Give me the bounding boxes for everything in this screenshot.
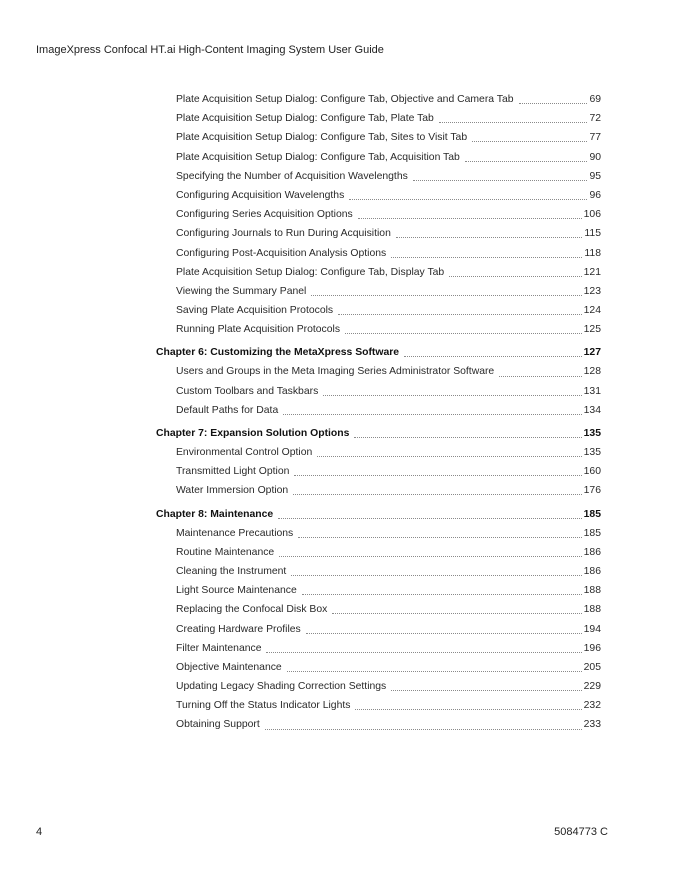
- toc-entry-label: Replacing the Confocal Disk Box: [176, 604, 328, 616]
- toc-dot-leader: [323, 395, 581, 396]
- toc-dot-leader: [345, 333, 582, 334]
- toc-dot-leader: [449, 276, 581, 277]
- toc-entry-label: Water Immersion Option: [176, 485, 289, 497]
- toc-entry-label: Transmitted Light Option: [176, 466, 290, 478]
- toc-dot-leader: [283, 414, 581, 415]
- toc-entry-page: 96: [589, 189, 601, 201]
- toc-dot-leader: [355, 709, 581, 710]
- toc-section-entry[interactable]: [156, 263, 601, 282]
- toc-entry-page: 232: [583, 700, 601, 712]
- toc-chapter-entry[interactable]: [156, 343, 601, 362]
- toc-entry-page: 186: [583, 565, 601, 577]
- toc-entry-label: Plate Acquisition Setup Dialog: Configure Tab, Display Tab: [176, 266, 445, 278]
- toc-dot-leader: [404, 356, 582, 357]
- toc-dot-leader: [349, 199, 587, 200]
- toc-section-entry[interactable]: [156, 401, 601, 420]
- toc-section-entry[interactable]: [156, 186, 601, 205]
- toc-section-entry[interactable]: [156, 244, 601, 263]
- toc-dot-leader: [396, 237, 583, 238]
- toc-section-entry[interactable]: [156, 282, 601, 301]
- toc-section-entry[interactable]: [156, 481, 601, 500]
- toc-entry-label: Light Source Maintenance: [176, 585, 297, 597]
- toc-section-entry[interactable]: [156, 382, 601, 401]
- toc-entry-page: 127: [583, 347, 601, 359]
- toc-entry-label: Objective Maintenance: [176, 661, 282, 673]
- toc-entry-label: Environmental Control Option: [176, 447, 313, 458]
- toc-dot-leader: [278, 518, 581, 519]
- toc-entry-label: Plate Acquisition Setup Dialog: Configure Tab, Plate Tab: [176, 113, 434, 125]
- toc-entry-label: Viewing the Summary Panel: [176, 285, 307, 297]
- toc-entry-label: Chapter 7: Expansion Solution Options: [156, 428, 350, 439]
- toc-dot-leader: [265, 729, 582, 730]
- toc-entry-page: 135: [583, 428, 601, 439]
- toc-dot-leader: [294, 475, 581, 476]
- toc-entry-label: Configuring Journals to Run During Acquisition: [176, 228, 391, 240]
- toc-dot-leader: [291, 575, 581, 576]
- toc-entry-page: 160: [583, 466, 601, 478]
- toc-entry-page: 128: [583, 366, 601, 378]
- toc-dot-leader: [472, 141, 587, 142]
- toc-entry-label: Obtaining Support: [176, 719, 260, 731]
- toc-entry-page: 188: [583, 585, 601, 597]
- toc-dot-leader: [519, 103, 588, 104]
- toc-section-entry[interactable]: [156, 543, 601, 562]
- toc-chapter-entry[interactable]: [156, 424, 601, 443]
- toc-section-entry[interactable]: [156, 109, 601, 128]
- toc-dot-leader: [465, 161, 588, 162]
- toc-dot-leader: [279, 556, 581, 557]
- toc-entry-page: 194: [583, 623, 601, 635]
- toc-section-entry[interactable]: [156, 320, 601, 339]
- toc-dot-leader: [391, 257, 582, 258]
- toc-section-entry[interactable]: [156, 462, 601, 481]
- toc-entry-page: 196: [583, 642, 601, 654]
- toc-entry-page: 233: [583, 719, 601, 731]
- toc-section-entry[interactable]: [156, 224, 601, 243]
- toc-entry-page: 118: [584, 247, 601, 259]
- toc-dot-leader: [332, 613, 581, 614]
- toc-entry-label: Updating Legacy Shading Correction Settings: [176, 681, 387, 693]
- toc-dot-leader: [358, 218, 582, 219]
- toc-entry-label: Maintenance Precautions: [176, 527, 294, 539]
- toc-dot-leader: [439, 122, 588, 123]
- toc-dot-leader: [266, 652, 581, 653]
- toc-section-entry[interactable]: [156, 696, 601, 715]
- toc-entry-page: 185: [583, 508, 601, 520]
- toc-entry-label: Configuring Post-Acquisition Analysis Options: [176, 247, 387, 259]
- toc-dot-leader: [317, 456, 581, 457]
- toc-entry-page: 115: [584, 228, 601, 240]
- toc-section-entry[interactable]: [156, 362, 601, 381]
- toc-entry-label: Creating Hardware Profiles: [176, 623, 301, 635]
- toc-section-entry[interactable]: [156, 620, 601, 639]
- toc-chapter-entry[interactable]: [156, 505, 601, 524]
- toc-section-entry[interactable]: [156, 600, 601, 619]
- toc-entry-label: Chapter 6: Customizing the MetaXpress Software: [156, 347, 400, 359]
- toc-entry-page: 229: [583, 681, 601, 693]
- toc-section-entry[interactable]: [156, 148, 601, 167]
- toc-entry-label: Running Plate Acquisition Protocols: [176, 324, 341, 336]
- document-number: 5084773 C: [554, 826, 608, 838]
- toc-entry-page: 131: [583, 385, 601, 397]
- table-of-contents: [156, 90, 601, 735]
- toc-dot-leader: [413, 180, 588, 181]
- toc-entry-page: 90: [589, 151, 601, 163]
- running-header: ImageXpress Confocal HT.ai High-Content Imaging System User Guide: [36, 44, 384, 56]
- toc-entry-label: Saving Plate Acquisition Protocols: [176, 305, 334, 317]
- toc-dot-leader: [338, 314, 582, 315]
- toc-entry-label: Filter Maintenance: [176, 642, 262, 654]
- toc-dot-leader: [499, 376, 581, 377]
- toc-dot-leader: [293, 494, 581, 495]
- toc-entry-label: Plate Acquisition Setup Dialog: Configure Tab, Objective and Camera Tab: [176, 94, 514, 105]
- toc-entry-page: 106: [583, 209, 601, 221]
- toc-entry-label: Routine Maintenance: [176, 546, 275, 558]
- toc-entry-page: 125: [583, 324, 601, 336]
- toc-entry-page: 176: [583, 485, 601, 497]
- toc-section-entry[interactable]: [156, 90, 601, 109]
- toc-entry-label: Configuring Series Acquisition Options: [176, 209, 353, 221]
- toc-entry-page: 188: [583, 604, 601, 616]
- toc-entry-page: 72: [589, 113, 601, 125]
- toc-entry-label: Chapter 8: Maintenance: [156, 508, 274, 520]
- toc-dot-leader: [298, 537, 581, 538]
- toc-dot-leader: [306, 633, 582, 634]
- toc-section-entry[interactable]: [156, 301, 601, 320]
- toc-dot-leader: [302, 594, 582, 595]
- toc-section-entry[interactable]: [156, 581, 601, 600]
- toc-entry-page: 134: [583, 404, 601, 416]
- toc-entry-label: Plate Acquisition Setup Dialog: Configure Tab, Sites to Visit Tab: [176, 132, 468, 144]
- toc-section-entry[interactable]: [156, 205, 601, 224]
- toc-entry-page: 77: [589, 132, 601, 144]
- toc-entry-page: 124: [583, 305, 601, 317]
- toc-section-entry[interactable]: [156, 639, 601, 658]
- toc-entry-page: 95: [589, 170, 601, 182]
- toc-entry-page: 69: [589, 94, 601, 105]
- toc-entry-page: 123: [583, 285, 601, 297]
- toc-entry-page: 186: [583, 546, 601, 558]
- toc-entry-page: 135: [583, 447, 601, 458]
- toc-section-entry[interactable]: [156, 715, 601, 734]
- toc-dot-leader: [354, 437, 581, 438]
- toc-entry-page: 205: [583, 661, 601, 673]
- toc-section-entry[interactable]: [156, 562, 601, 581]
- toc-section-entry[interactable]: [156, 167, 601, 186]
- toc-entry-label: Custom Toolbars and Taskbars: [176, 385, 319, 397]
- toc-section-entry[interactable]: [156, 128, 601, 147]
- toc-entry-label: Cleaning the Instrument: [176, 565, 287, 577]
- toc-entry-page: 121: [583, 266, 601, 278]
- toc-section-entry[interactable]: [156, 658, 601, 677]
- toc-entry-label: Configuring Acquisition Wavelengths: [176, 189, 345, 201]
- toc-entry-label: Plate Acquisition Setup Dialog: Configure Tab, Acquisition Tab: [176, 151, 460, 163]
- toc-section-entry[interactable]: [156, 677, 601, 696]
- page-number: 4: [36, 826, 43, 838]
- toc-entry-label: Turning Off the Status Indicator Lights: [176, 700, 351, 712]
- toc-dot-leader: [287, 671, 582, 672]
- toc-entry-label: Default Paths for Data: [176, 404, 279, 416]
- toc-section-entry[interactable]: [156, 524, 601, 543]
- toc-section-entry[interactable]: [156, 443, 601, 462]
- toc-dot-leader: [311, 295, 581, 296]
- toc-entry-label: Specifying the Number of Acquisition Wavelengths: [176, 170, 408, 182]
- toc-entry-label: Users and Groups in the Meta Imaging Series Administrator Software: [176, 366, 495, 378]
- toc-dot-leader: [391, 690, 581, 691]
- toc-entry-page: 185: [583, 527, 601, 539]
